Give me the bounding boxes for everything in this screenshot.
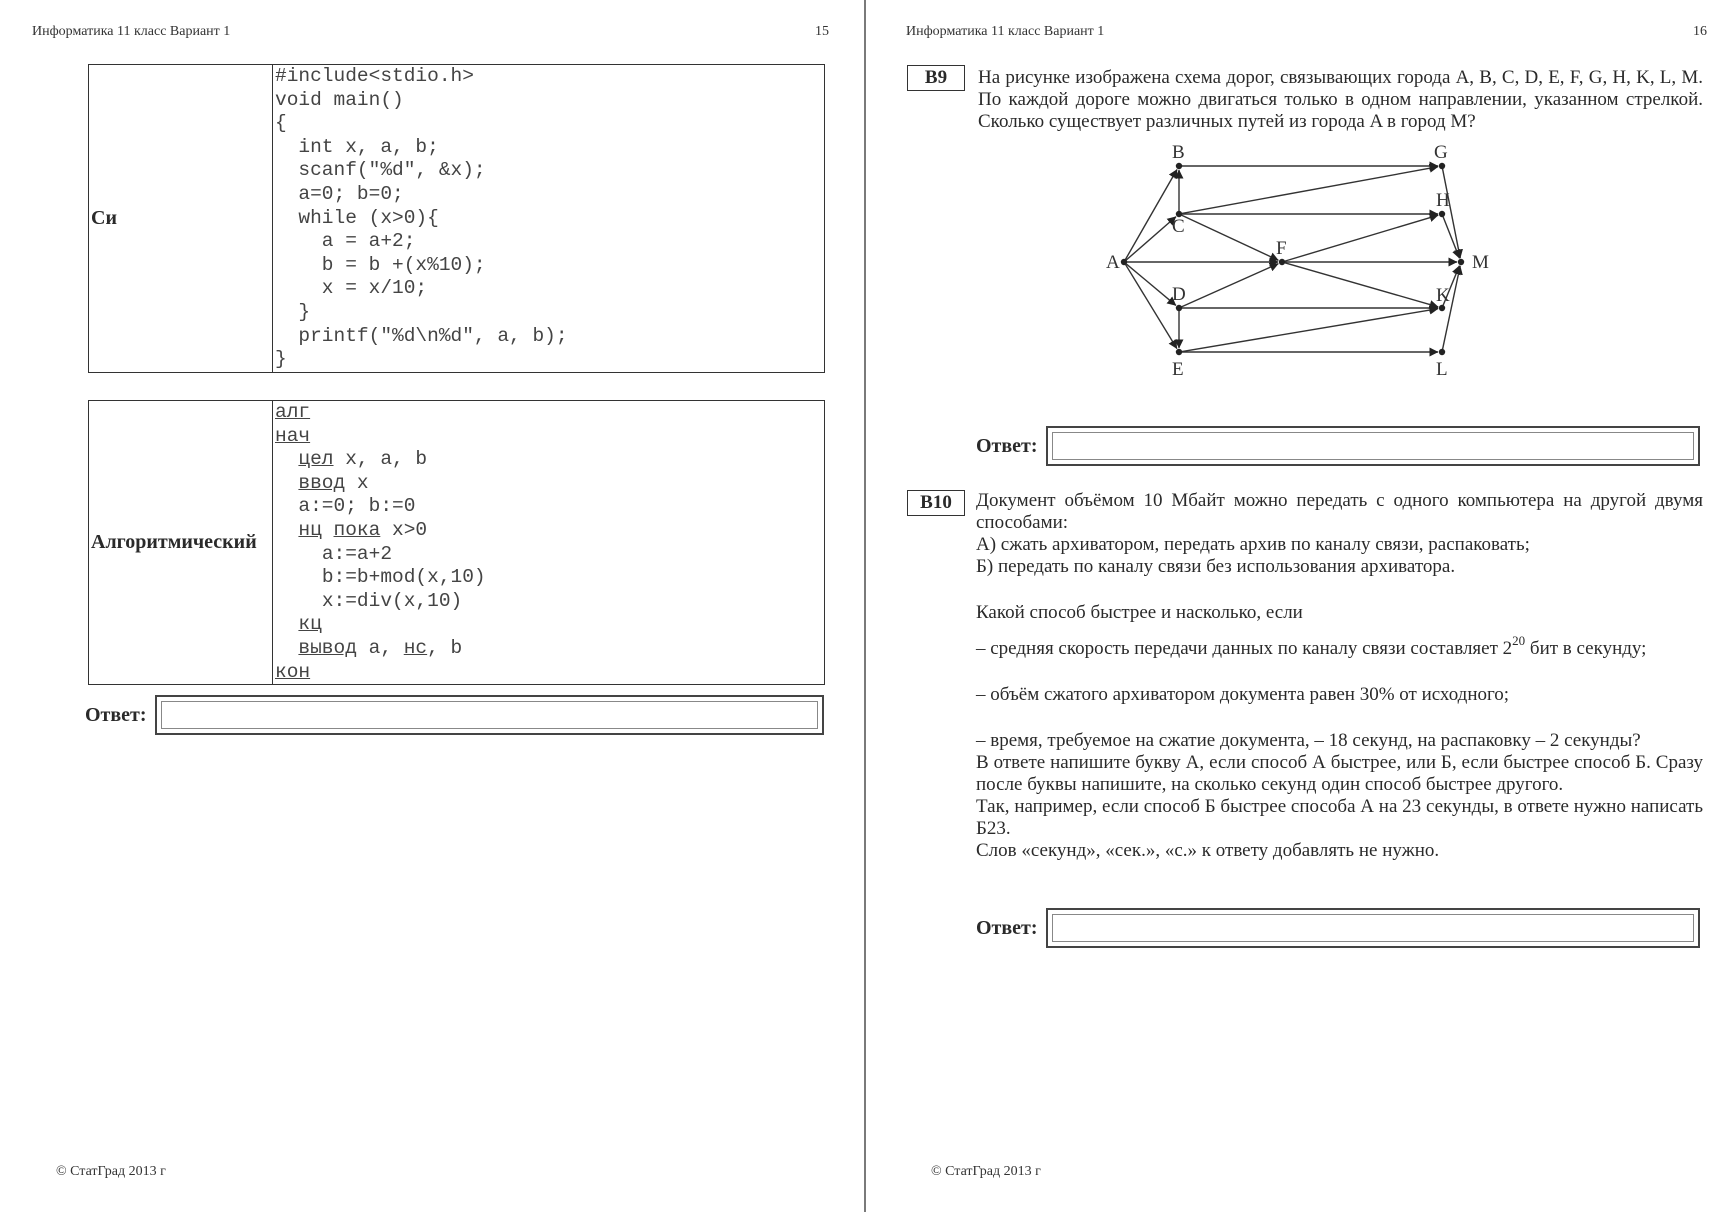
algo-language-label: Алгоритмический [89, 401, 273, 685]
city-label-b: B [1172, 142, 1185, 163]
keyword: кон [275, 660, 311, 683]
b10-paragraph: В ответе напишите букву А, если способ А быстрее, или Б, если быстрее способ Б. Сразу после буквы напишите, на сколько секунд один способ быстрее другого. [976, 752, 1703, 795]
algo-line [273, 566, 824, 590]
page-footer: © СтатГрад 2013 г [931, 1164, 1041, 1179]
algo-line [273, 495, 824, 519]
city-node-m [1458, 259, 1464, 265]
city-label-a: A [1106, 252, 1120, 273]
b10-paragraph: Б) передать по каналу связи без использования архиватора. [976, 556, 1456, 577]
b10-paragraph [976, 633, 1703, 660]
keyword: алг [275, 401, 311, 423]
city-node-g [1439, 163, 1445, 169]
c-code-line: } [275, 348, 287, 371]
page-number: 16 [1693, 24, 1707, 39]
keyword: нс [403, 636, 428, 659]
algo-line [273, 590, 824, 614]
left-page [0, 0, 864, 1212]
c-code-line: { [275, 112, 287, 135]
algo-program-table [88, 400, 825, 685]
b10-exponent: 20 [1512, 633, 1526, 648]
c-code-line: printf("%d\n%d", a, b); [275, 324, 568, 347]
road-graph [1104, 142, 1489, 420]
c-code [273, 65, 824, 372]
city-node-d [1176, 305, 1182, 311]
code-text: a, [356, 636, 404, 659]
algo-line [273, 448, 824, 472]
city-node-e [1176, 349, 1182, 355]
algo-line [273, 613, 824, 637]
algo-line [273, 472, 824, 496]
b10-text: бит в секунду; [1525, 638, 1647, 659]
c-code-line: while (x>0){ [275, 206, 439, 229]
b10-paragraph: А) сжать архиватором, передать архив по каналу связи, распаковать; [976, 534, 1530, 555]
road-edge-g-m [1443, 169, 1461, 258]
right-page [866, 0, 1733, 1212]
keyword: нач [275, 424, 311, 447]
city-node-f [1279, 259, 1285, 265]
b10-answer-input[interactable] [1046, 908, 1700, 948]
city-label-f: F [1276, 238, 1287, 259]
road-edge-a-e [1126, 265, 1177, 349]
c-language-label: Си [89, 65, 273, 373]
code-text: x>0 [380, 518, 428, 541]
keyword: вывод [298, 636, 357, 659]
c-code-line: a=0; b=0; [275, 182, 404, 205]
road-edge-f-k [1285, 263, 1438, 307]
keyword: пока [333, 518, 381, 541]
city-label-l: L [1436, 359, 1448, 380]
road-edge-d-f [1182, 264, 1279, 307]
city-node-b [1176, 163, 1182, 169]
city-label-d: D [1172, 284, 1186, 305]
answer-input[interactable] [155, 695, 824, 735]
b9-text: На рисунке изображена схема дорог, связывающих города A, B, C, D, E, F, G, H, K, L, M. По каждой дороге можно двигаться только в одном направлении, указанном стрелкой. Сколько существует различных путей из города A в город M? [978, 67, 1703, 132]
algo-line [273, 401, 824, 425]
city-label-e: E [1172, 359, 1184, 380]
road-edge-l-m [1443, 266, 1461, 349]
algo-code-cell [273, 401, 825, 685]
b9-question-text [978, 67, 1703, 133]
keyword: цел [298, 448, 334, 471]
b10-question-text [976, 490, 1703, 862]
city-node-h [1439, 211, 1445, 217]
b10-paragraph: – объём сжатого архиватором документа равен 30% от исходного; [976, 684, 1510, 705]
answer-label: Ответ: [976, 434, 1038, 457]
road-edge-a-c [1126, 217, 1176, 260]
c-code-line: scanf("%d", &x); [275, 159, 486, 182]
city-label-c: C [1172, 216, 1185, 237]
algo-line [273, 543, 824, 567]
city-label-h: H [1436, 190, 1450, 211]
c-code-line: void main() [275, 88, 404, 111]
answer-label: Ответ: [85, 703, 147, 726]
page-header: Информатика 11 класс Вариант 1 [906, 24, 1105, 39]
algo-line [273, 661, 824, 685]
algo-line [273, 519, 824, 543]
answer-row [85, 695, 824, 735]
b10-text: – средняя скорость передачи данных по каналу связи составляет 2 [976, 638, 1513, 659]
code-text: , b [427, 636, 463, 659]
road-edge-c-f [1182, 215, 1279, 260]
b10-paragraph: Какой способ быстрее и насколько, если [976, 602, 1303, 623]
b10-paragraph: Так, например, если способ Б быстрее способа А на 23 секунды, в ответе нужно написать Б23. [976, 796, 1703, 839]
c-program-table [88, 64, 825, 373]
c-code-line: x = x/10; [275, 277, 428, 300]
code-text: a:=a+2 [321, 542, 393, 565]
city-node-a [1121, 259, 1127, 265]
city-label-m: M [1472, 252, 1489, 273]
code-text: x:=div(x,10) [321, 589, 463, 612]
road-edge-f-h [1285, 215, 1438, 261]
c-code-line: } [275, 300, 311, 323]
code-text: a:=0; b:=0 [298, 495, 416, 518]
road-edge-c-g [1182, 167, 1438, 214]
city-label-k: K [1436, 285, 1450, 306]
road-edge-h-m [1443, 217, 1459, 258]
keyword: нц [298, 518, 322, 541]
b10-paragraph: Слов «секунд», «сек.», «с.» к ответу добавлять не нужно. [976, 840, 1440, 861]
c-code-line: a = a+2; [275, 230, 416, 253]
answer-label: Ответ: [976, 916, 1038, 939]
c-code-line: #include<stdio.h> [275, 65, 474, 87]
city-label-g: G [1434, 142, 1448, 163]
b10-answer-row [976, 908, 1700, 948]
b10-paragraph: – время, требуемое на сжатие документа, – 18 секунд, на распаковку – 2 секунды? [976, 730, 1641, 751]
page-footer: © СтатГрад 2013 г [56, 1164, 166, 1179]
c-code-cell [273, 65, 825, 373]
b10-paragraph: Документ объёмом 10 Мбайт можно передать с одного компьютера на другой двумя способами: [976, 490, 1703, 533]
road-edge-e-k [1182, 309, 1438, 352]
algo-line [273, 637, 824, 661]
c-code-line: int x, a, b; [275, 135, 439, 158]
road-edge-a-d [1126, 264, 1176, 306]
task-id-b9: B9 [907, 65, 965, 91]
c-code-line: b = b +(x%10); [275, 253, 486, 276]
keyword: ввод [298, 471, 346, 494]
task-id-b10: B10 [907, 490, 965, 516]
page-header: Информатика 11 класс Вариант 1 [32, 24, 231, 39]
code-text: x, a, b [333, 448, 428, 471]
keyword: кц [298, 613, 322, 636]
b9-answer-input[interactable] [1046, 426, 1700, 466]
code-text: x [345, 471, 369, 494]
page-number: 15 [815, 24, 829, 39]
road-edge-a-b [1125, 169, 1177, 259]
b9-answer-row [976, 426, 1700, 466]
algo-line [273, 425, 824, 449]
code-text: b:=b+mod(x,10) [321, 566, 486, 589]
city-node-l [1439, 349, 1445, 355]
